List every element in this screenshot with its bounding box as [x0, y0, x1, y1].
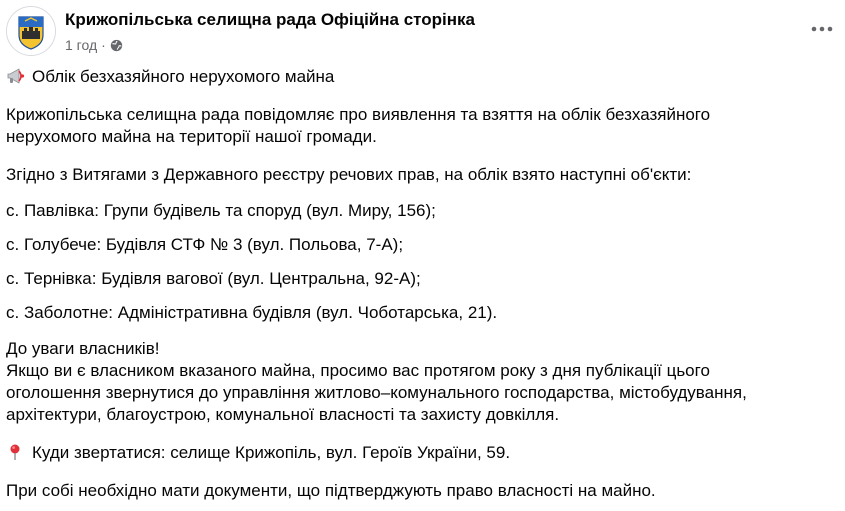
owners-line-2: оголошення звернутися до управління житлово–комунального господарства, містобудування, — [6, 383, 747, 402]
list-item: с. Заболотне: Адміністративна будівля (вул. Чоботарська, 21). — [6, 303, 498, 322]
globe-icon[interactable] — [110, 39, 123, 52]
post-meta — [65, 37, 123, 53]
post-timestamp[interactable]: 1 год — [65, 37, 98, 53]
address-text: Куди звертатися: селище Крижопіль, вул. Героїв України, 59. — [32, 443, 511, 462]
owners-heading: До уваги власників! — [6, 339, 160, 358]
pushpin-icon — [6, 443, 26, 461]
more-horizontal-icon[interactable] — [809, 16, 835, 42]
list-item: с. Голубече: Будівля СТФ № 3 (вул. Польова, 7-А); — [6, 235, 404, 254]
post-header — [6, 6, 839, 56]
megaphone-icon — [6, 67, 26, 85]
owners-line-1: Якщо ви є власником вказаного майна, просимо вас протягом року з дня публікації цього — [6, 361, 710, 380]
post-title: Облік безхазяйного нерухомого майна — [32, 67, 335, 86]
avatar[interactable] — [6, 6, 56, 56]
meta-separator: · — [101, 37, 106, 53]
registry-line: Згідно з Витягами з Державного реєстру речових прав, на облік взято наступні об'єкти: — [6, 165, 692, 184]
page-name-link[interactable]: Крижопільська селищна рада Офіційна сторінка — [65, 10, 475, 29]
intro-line-2: нерухомого майна на території нашої громади. — [6, 127, 377, 146]
owners-line-3: архітектури, благоустрою, комунальної власності та захисту довкілля. — [6, 405, 560, 424]
list-item: с. Павлівка: Групи будівель та споруд (вул. Миру, 156); — [6, 201, 436, 220]
post-title-line — [6, 66, 334, 88]
intro-line-1: Крижопільська селищна рада повідомляє про виявлення та взяття на облік безхазяйного — [6, 105, 711, 124]
list-item: с. Тернівка: Будівля вагової (вул. Центральна, 92-А); — [6, 269, 421, 288]
documents-line: При собі необхідно мати документи, що підтверджують право власності на майно. — [6, 481, 656, 500]
address-line — [6, 442, 510, 464]
coat-of-arms-logo — [7, 7, 55, 55]
